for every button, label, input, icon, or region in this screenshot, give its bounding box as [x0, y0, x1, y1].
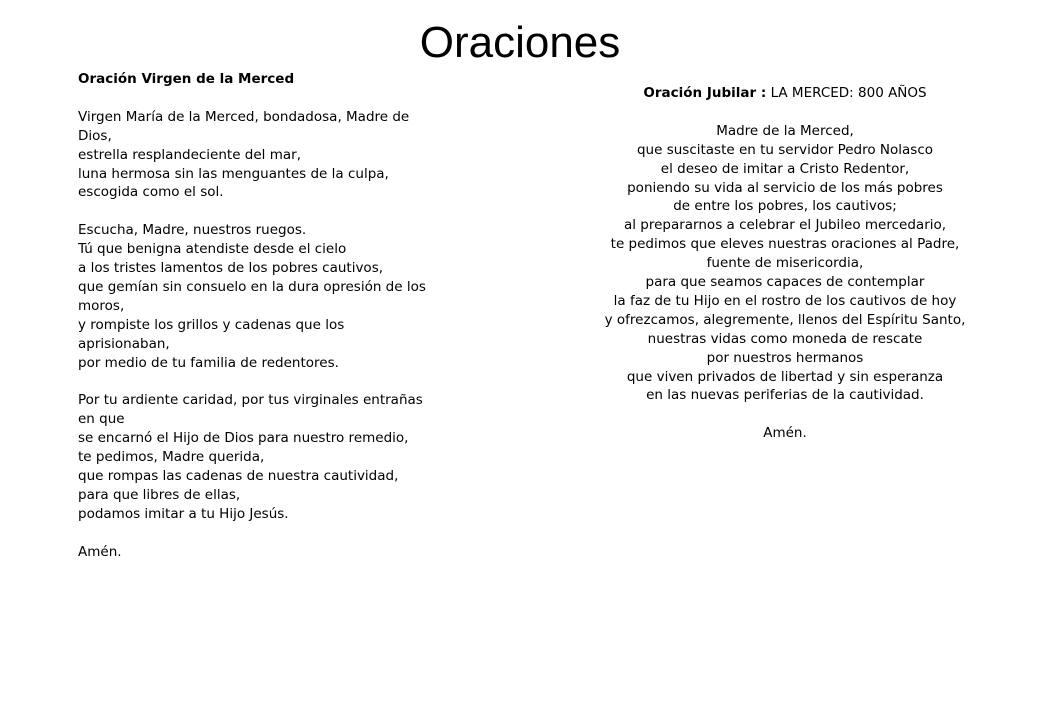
prayer-line: a los tristes lamentos de los pobres cautivos, [78, 260, 384, 277]
prayer-virgen-merced [78, 70, 428, 580]
prayer-line: luna hermosa sin las menguantes de la culpa, [78, 165, 389, 182]
prayer-heading-subtitle: LA MERCED: 800 AÑOS [770, 85, 927, 101]
prayer-stanza [600, 424, 970, 443]
prayer-line: fuente de misericordia, [706, 255, 864, 272]
prayer-line: podamos imitar a tu Hijo Jesús. [78, 505, 289, 522]
prayer-heading-label: Oración Jubilar : [643, 85, 767, 101]
prayer-line: de entre los pobres, los cautivos; [673, 198, 897, 215]
prayer-line: que viven privados de libertad y sin esperanza [626, 368, 944, 385]
prayer-line: que rompas las cadenas de nuestra cautividad, [78, 467, 399, 484]
prayer-line: Tú que benigna atendiste desde el cielo [78, 241, 347, 258]
prayer-stanza [78, 221, 428, 372]
prayer-line: por nuestros hermanos [706, 349, 864, 366]
prayer-amen: Amén. [763, 425, 807, 442]
prayer-line: Por tu ardiente caridad, por tus virginales entrañas en que [78, 392, 423, 428]
prayer-line: Virgen María de la Merced, bondadosa, Madre de Dios, [78, 108, 410, 144]
prayer-line: para que seamos capaces de contemplar [645, 274, 925, 291]
prayer-line: estrella resplandeciente del mar, [78, 146, 301, 163]
prayer-line: Madre de la Merced, [716, 122, 854, 139]
prayer-heading [600, 84, 970, 103]
prayer-stanza [600, 122, 970, 406]
prayer-line: escogida como el sol. [78, 184, 224, 201]
prayer-line: el deseo de imitar a Cristo Redentor, [660, 160, 910, 177]
prayer-jubilar [600, 84, 970, 462]
prayer-line: te pedimos que eleves nuestras oraciones al Padre, [610, 236, 960, 253]
prayer-stanza [78, 391, 428, 523]
prayer-line: y rompiste los grillos y cadenas que los aprisionaban, [78, 316, 345, 352]
prayer-stanza [78, 543, 428, 562]
prayer-line: la faz de tu Hijo en el rostro de los cautivos de hoy [613, 292, 957, 309]
prayer-stanza [78, 108, 428, 203]
prayer-line: nuestras vidas como moneda de rescate [647, 330, 923, 347]
prayer-heading: Oración Virgen de la Merced [78, 71, 295, 87]
prayer-line: en las nuevas periferias de la cautividad. [646, 387, 924, 404]
prayer-line: al prepararnos a celebrar el Jubileo mercedario, [623, 217, 947, 234]
prayer-line: se encarnó el Hijo de Dios para nuestro remedio, [78, 430, 409, 447]
prayer-line: que suscitaste en tu servidor Pedro Nolasco [636, 141, 934, 158]
prayer-line: poniendo su vida al servicio de los más pobres [627, 179, 943, 196]
page-title: Oraciones [419, 18, 621, 67]
prayer-line: y ofrezcamos, alegremente, llenos del Espíritu Santo, [604, 311, 966, 328]
prayer-line: Escucha, Madre, nuestros ruegos. [78, 222, 307, 239]
prayer-line: para que libres de ellas, [78, 486, 241, 503]
prayer-line: te pedimos, Madre querida, [78, 449, 265, 466]
prayer-line: que gemían sin consuelo en la dura opresión de los moros, [78, 278, 426, 314]
prayer-amen: Amén. [78, 543, 122, 560]
prayer-line: por medio de tu familia de redentores. [78, 354, 339, 371]
